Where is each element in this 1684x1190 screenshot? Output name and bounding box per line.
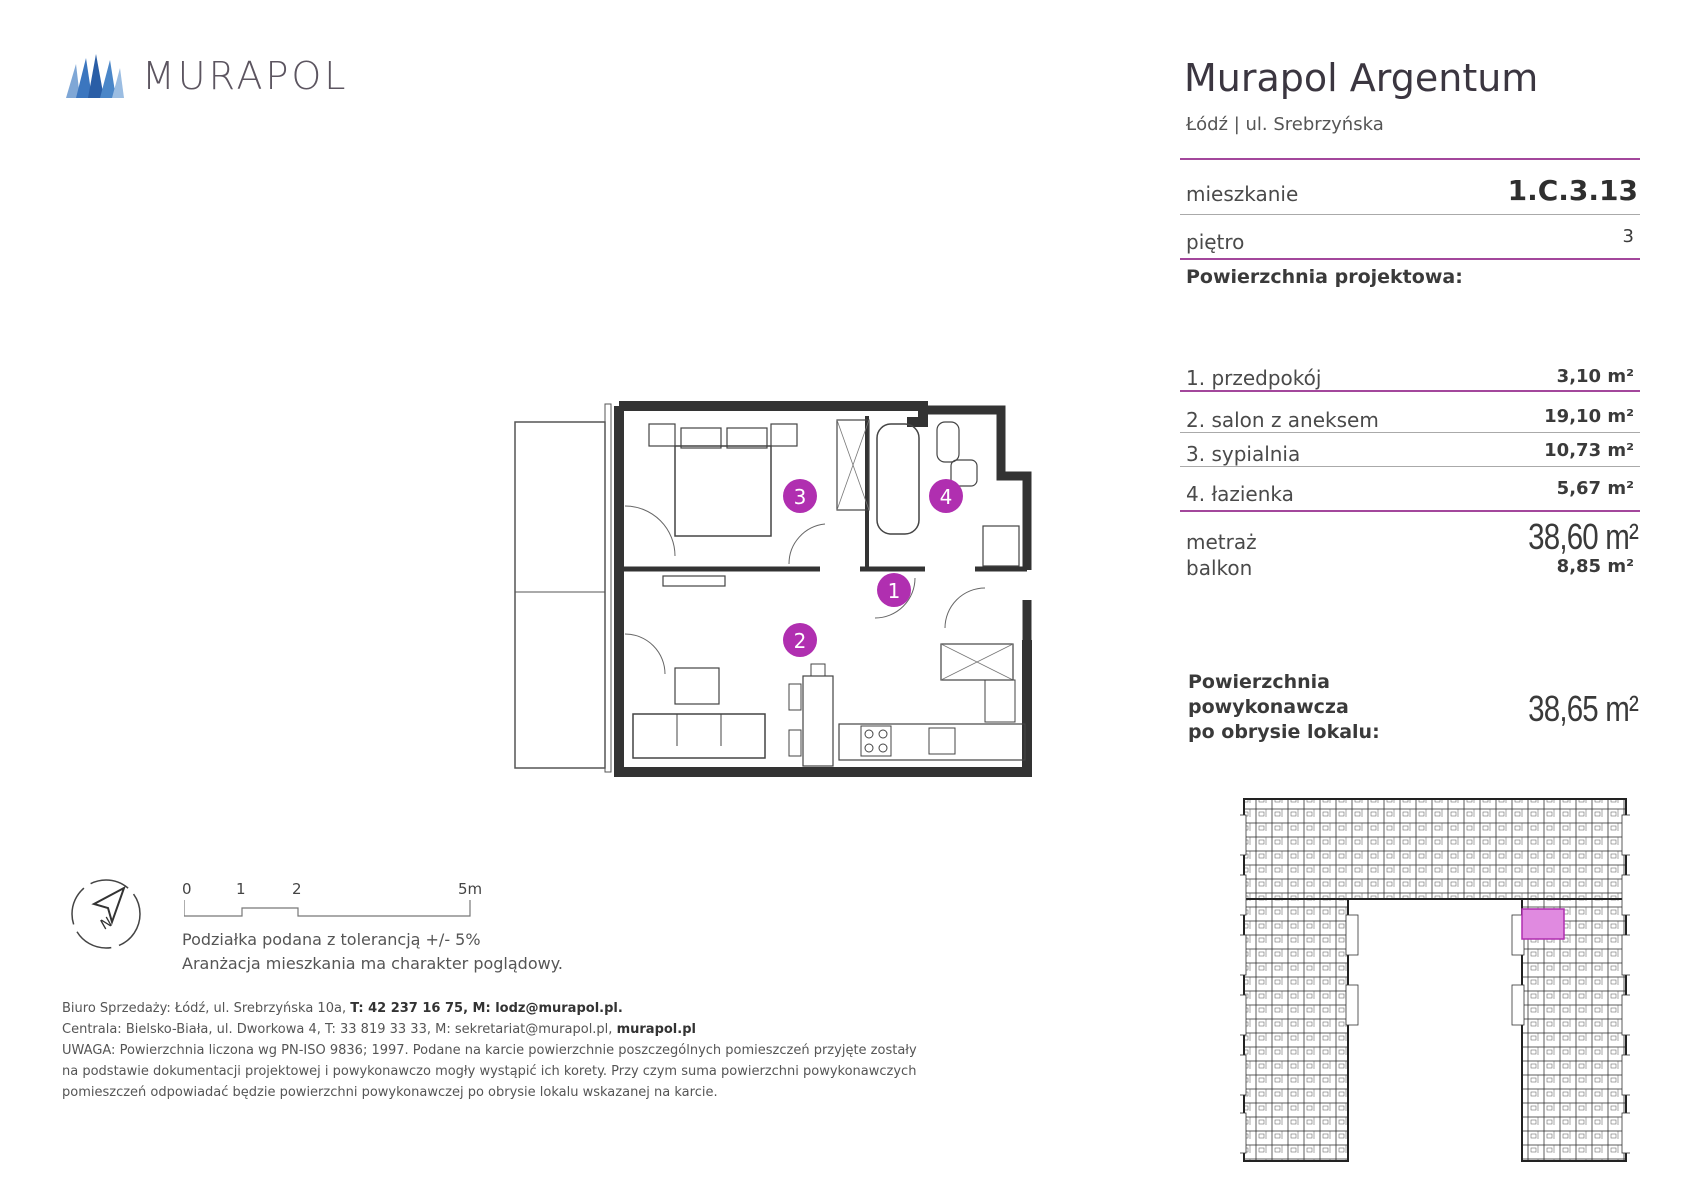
- room-area: 10,73 m²: [1544, 440, 1634, 461]
- room-marker-2: [783, 623, 817, 657]
- metraz-label: metraż: [1186, 530, 1257, 554]
- design-area-title: Powierzchnia projektowa:: [1186, 266, 1463, 288]
- tolerance-note: Podziałka podana z tolerancją +/- 5%: [182, 930, 481, 949]
- room-label: 4. łazienka: [1186, 482, 1294, 506]
- project-title: Murapol Argentum: [1184, 56, 1539, 100]
- room-area: 5,67 m²: [1556, 478, 1634, 499]
- footer-note: UWAGA: Powierzchnia liczona wg PN-ISO 9836; 1997. Podane na karcie powierzchnie poszczególnych pomieszczeń przyjęte zostały: [62, 1043, 917, 1058]
- room-label: 1. przedpokój: [1186, 366, 1322, 390]
- asbuilt-area-value: 38,65 m²: [1528, 688, 1638, 729]
- svg-text:N: N: [98, 914, 116, 934]
- divider: [1180, 510, 1640, 512]
- scale-bar: 0 1 2 5m: [182, 880, 502, 920]
- asbuilt-area-title: Powierzchnia powykonawcza po obrysie lokalu:: [1188, 671, 1380, 743]
- divider: [1180, 158, 1640, 160]
- room-marker-1: [877, 573, 911, 607]
- room-marker-4: [929, 479, 963, 513]
- footer-hq: Centrala: Bielsko-Biała, ul. Dworkowa 4, T: 33 819 33 33, M: sekretariat@murapol.pl, murapol.pl: [62, 1022, 696, 1037]
- brand-name: MURAPOL: [142, 54, 349, 98]
- footer-note: na podstawie dokumentacji projektowej i powykonawczo mogły wystąpić ich korety. Przy czym suma powierzchni powykonawczych: [62, 1064, 917, 1079]
- metraz-value: 38,60 m²: [1528, 516, 1638, 557]
- room-label: 2. salon z aneksem: [1186, 408, 1379, 432]
- svg-text:2: 2: [793, 629, 807, 653]
- floor-value: 3: [1622, 226, 1634, 247]
- floor-label: piętro: [1186, 230, 1245, 254]
- svg-text:3: 3: [793, 485, 807, 509]
- unit-label: mieszkanie: [1186, 182, 1299, 206]
- svg-text:4: 4: [939, 485, 953, 509]
- divider: [1180, 390, 1640, 392]
- project-address: Łódź | ul. Srebrzyńska: [1186, 114, 1384, 135]
- unit-number: 1.C.3.13: [1507, 174, 1638, 207]
- arrangement-note: Aranżacja mieszkania ma charakter poglądowy.: [182, 954, 563, 973]
- divider: [1180, 466, 1640, 467]
- footer-sales: Biuro Sprzedaży: Łódź, ul. Srebrzyńska 10a, T: 42 237 16 75, M: lodz@murapol.pl.: [62, 1001, 623, 1016]
- room-area: 3,10 m²: [1556, 366, 1634, 387]
- room-label: 3. sypialnia: [1186, 442, 1301, 466]
- murapol-logo-icon: [66, 54, 124, 98]
- brand-logo: [66, 54, 348, 98]
- divider: [1180, 258, 1640, 260]
- divider: [1180, 214, 1640, 215]
- balkon-value: 8,85 m²: [1556, 556, 1634, 577]
- balkon-label: balkon: [1186, 556, 1253, 580]
- apartment-floor-plan: [505, 400, 1035, 780]
- room-area: 19,10 m²: [1544, 406, 1634, 427]
- highlighted-unit: [1522, 909, 1564, 939]
- svg-text:1: 1: [887, 579, 901, 603]
- room-marker-3: [783, 479, 817, 513]
- compass-icon: [68, 872, 148, 952]
- building-site-plan: [1240, 795, 1630, 1165]
- divider: [1180, 432, 1640, 433]
- footer-note: pomieszczeń odpowiadać będzie powierzchni powykonawczej po obrysie lokalu wskazanej na karcie.: [62, 1085, 718, 1100]
